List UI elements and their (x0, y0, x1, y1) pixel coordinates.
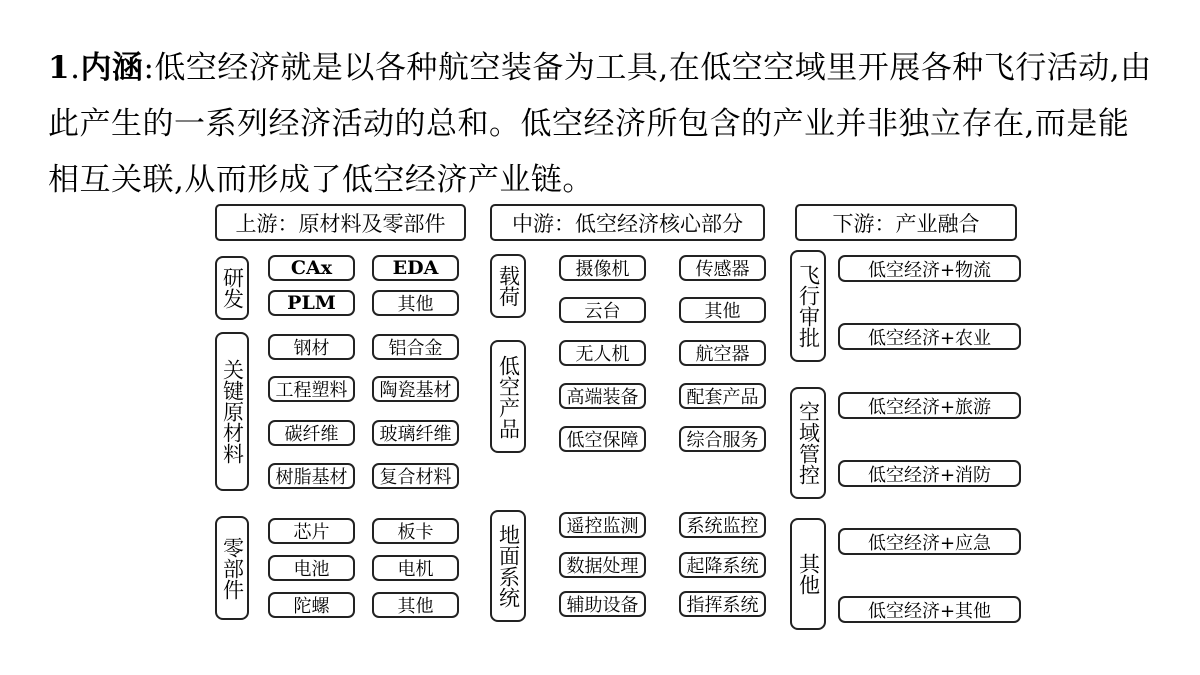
midstream-header: 中游：低空经济核心部分 (490, 204, 765, 241)
midstream-item: 指挥系统 (679, 591, 766, 617)
intro-number: 1 (48, 50, 71, 86)
downstream-category-airspace-control: 空域管控 (790, 387, 826, 499)
upstream-item: 电池 (268, 555, 355, 581)
midstream-item: 配套产品 (679, 383, 766, 409)
upstream-item: CAx (268, 255, 355, 281)
upstream-item: 陶瓷基材 (372, 376, 459, 402)
upstream-item: 复合材料 (372, 463, 459, 489)
midstream-item: 遥控监测 (559, 512, 646, 538)
midstream-category-ground-systems: 地面系统 (490, 510, 526, 622)
midstream-item: 低空保障 (559, 426, 646, 452)
downstream-category-other: 其他 (790, 518, 826, 630)
midstream-item: 传感器 (679, 255, 766, 281)
upstream-category-rnd: 研发 (215, 256, 249, 320)
midstream-item: 起降系统 (679, 552, 766, 578)
upstream-item: 铝合金 (372, 334, 459, 360)
midstream-item: 数据处理 (559, 552, 646, 578)
upstream-header: 上游：原材料及零部件 (215, 204, 466, 241)
intro-colon: : (143, 50, 155, 86)
downstream-item: 低空经济+物流 (838, 255, 1021, 282)
upstream-item: 碳纤维 (268, 420, 355, 446)
upstream-item: 树脂基材 (268, 463, 355, 489)
downstream-item: 低空经济+农业 (838, 323, 1021, 350)
downstream-item: 低空经济+旅游 (838, 392, 1021, 419)
upstream-item: 板卡 (372, 518, 459, 544)
midstream-item: 摄像机 (559, 255, 646, 281)
intro-paragraph (48, 40, 1158, 208)
upstream-category-components: 零部件 (215, 516, 249, 620)
midstream-item: 其他 (679, 297, 766, 323)
midstream-item: 航空器 (679, 340, 766, 366)
upstream-item: 陀螺 (268, 592, 355, 618)
downstream-category-flight-approval: 飞行审批 (790, 250, 826, 362)
upstream-item: 电机 (372, 555, 459, 581)
intro-dot: . (70, 50, 81, 86)
midstream-category-payload: 载荷 (490, 254, 526, 318)
midstream-item: 系统监控 (679, 512, 766, 538)
downstream-item: 低空经济+消防 (838, 460, 1021, 487)
upstream-item: 钢材 (268, 334, 355, 360)
upstream-item: 其他 (372, 290, 459, 316)
midstream-item: 辅助设备 (559, 591, 646, 617)
upstream-item: 其他 (372, 592, 459, 618)
downstream-item: 低空经济+应急 (838, 528, 1021, 555)
midstream-item: 无人机 (559, 340, 646, 366)
midstream-item: 综合服务 (679, 426, 766, 452)
upstream-item: EDA (372, 255, 459, 281)
intro-term: 内涵 (80, 50, 144, 86)
midstream-category-products: 低空产品 (490, 340, 526, 453)
upstream-item: 玻璃纤维 (372, 420, 459, 446)
upstream-item: PLM (268, 290, 355, 316)
downstream-header: 下游：产业融合 (795, 204, 1017, 241)
upstream-item: 芯片 (268, 518, 355, 544)
midstream-item: 云台 (559, 297, 646, 323)
midstream-item: 高端装备 (559, 383, 646, 409)
upstream-category-materials: 关键原材料 (215, 332, 249, 491)
downstream-item: 低空经济+其他 (838, 596, 1021, 623)
intro-text: 低空经济就是以各种航空装备为工具,在低空空域里开展各种飞行活动,由此产生的一系列经济活动的总和。低空经济所包含的产业并非独立存在,而是能相互关联,从而形成了低空经济产业链。 (48, 50, 1152, 198)
upstream-item: 工程塑料 (268, 376, 355, 402)
